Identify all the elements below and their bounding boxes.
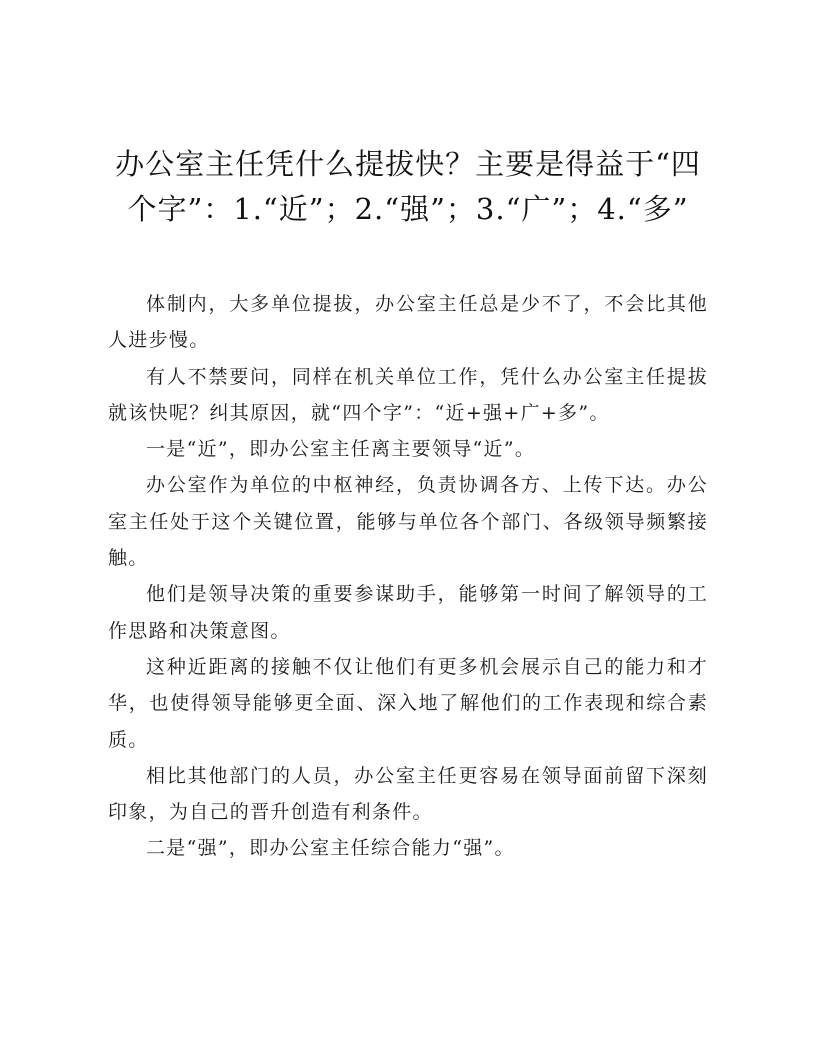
paragraph: 体制内，大多单位提拔，办公室主任总是少不了，不会比其他人进步慢。	[108, 293, 708, 352]
paragraph: 一是“近”，即办公室主任离主要领导“近”。	[146, 438, 536, 461]
document-title: 办公室主任凭什么提拔快？主要是得益于“四个字”：1.“近”；2.“强”；3.“广”；4.“多”	[115, 147, 701, 226]
paragraph: 有人不禁要问，同样在机关单位工作，凭什么办公室主任提拔就该快呢？纠其原因，就“四个字”：“近+强+广+多”。	[108, 365, 708, 424]
paragraph: 相比其他部门的人员，办公室主任更容易在领导面前留下深刻印象，为自己的晋升创造有利条件。	[108, 764, 708, 824]
paragraph: 办公室作为单位的中枢神经，负责协调各方、上传下达。办公室主任处于这个关键位置，能够与单位各个部门、各级领导频繁接触。	[108, 474, 708, 570]
paragraph: 二是“强”，即办公室主任综合能力“强”。	[146, 837, 515, 860]
document-body	[108, 286, 708, 867]
paragraph: 他们是领导决策的重要参谋助手，能够第一时间了解领导的工作思路和决策意图。	[108, 583, 708, 642]
paragraph: 这种近距离的接触不仅让他们有更多机会展示自己的能力和才华，也使得领导能够更全面、深入地了解他们的工作表现和综合素质。	[108, 655, 708, 751]
